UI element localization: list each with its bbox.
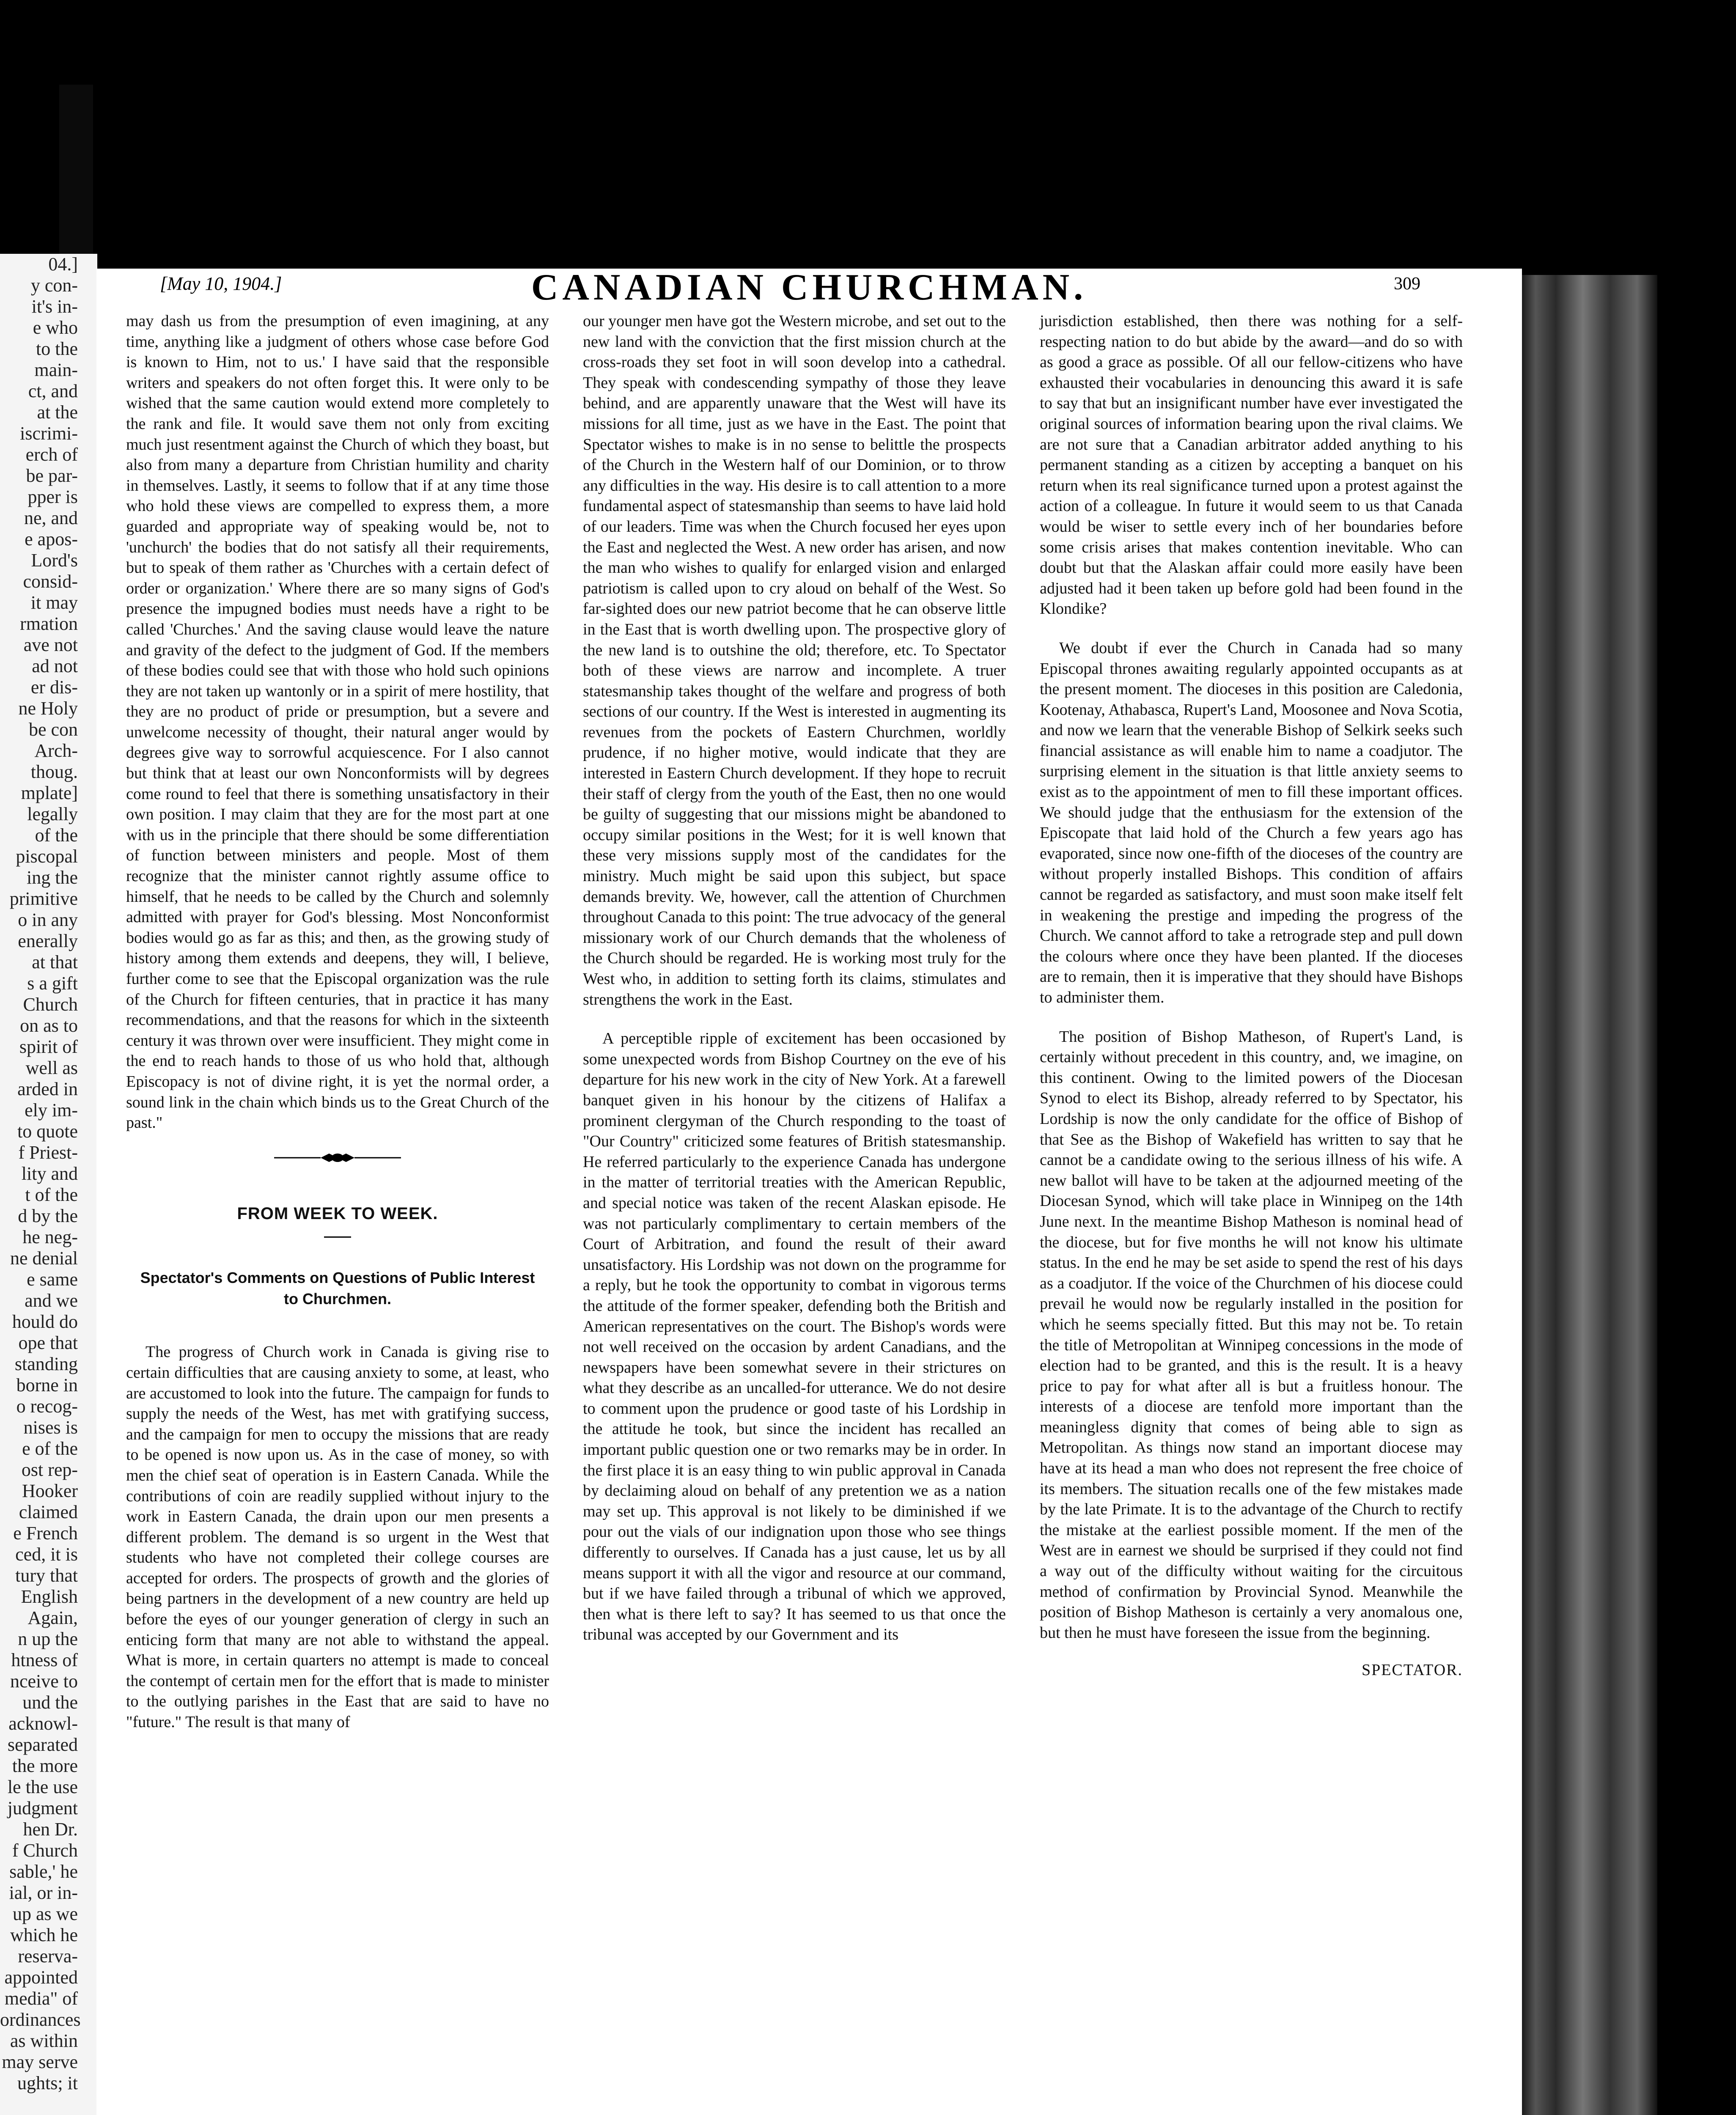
left-page-text-fragment: ial, or in- <box>9 1882 78 1903</box>
column-3 <box>1040 311 1463 2115</box>
left-page-text-fragment: Lord's <box>31 550 78 571</box>
book-page-edges <box>1522 275 1657 2115</box>
left-page-text-fragment: ughts; it <box>17 2073 78 2093</box>
left-page-text-fragment: standing <box>14 1354 78 1374</box>
paragraph: We doubt if ever the Church in Canada had so many Episcopal thrones awaiting regularly appointed occupants as at the present moment. The dioceses in this position are Caledonia, Kootenay, Athabasca, Rupert's Land, Moosonee and Nova Scotia, and now we learn that the venerable Bishop of Selkirk seeks such financial assistance as will enable him to name a coadjutor. The surprising element in the situation is that little anxiety seems to exist as to the appointment of men to fill these important offices. We should judge that the enthusiasm for the extension of the Episcopate that laid hold of the Church a few years ago has evaporated, since now one-fifth of the dioceses of the country are without properly installed Bishops. This condition of affairs cannot be regarded as satisfactory, and must soon make itself felt in weakening the prestige and impeding the progress of the Church. We cannot afford to take a retrograde step and pull down the colours where once they have been planted. If the dioceses are to remain, then it is imperative that they should have Bishops to administer them. <box>1040 639 1463 1006</box>
left-page-text-fragment: 04.] <box>48 254 78 275</box>
left-page-text-fragment: nises is <box>23 1417 78 1438</box>
left-page-text-fragment: acknowl- <box>8 1713 78 1734</box>
paragraph: A perceptible ripple of excitement has been occasioned by some unexpected words from Bishop Courtney on the eve of his departure for his new work in the city of New York. At a farewell banquet given in his honour by the citizens of Halifax a prominent clergyman of the Church responding to the toast of "Our Country" criticized some features of British statesmanship. He referred particularly to the experience Canada has undergone in the matter of territorial treaties with the American Republic, and special notice was taken of the recent Alaskan episode. He was not particularly complimentary to certain members of the Court of Arbitration, and found the result of their award unsatisfactory. His Lordship was not down on the programme for a reply, but he took the opportunity to combat in vigorous terms the attitude of the former speaker, defending both the British and American representatives on the court. The Bishop's words were not well received on the occasion by ardent Canadians, and the newspapers have been somewhat severe in their strictures on what they describe as an uncalled-for utterance. We do not desire to comment upon the prudence or good taste of his Lordship in the attitude he took, but since the incident has recalled an important public question one or two remarks may be in order. In the first place it is an easy thing to win public approval in Canada by declaiming aloud on behalf of any pretention we as a nation may set up. This approval is not likely to be diminished if we pour out the vials of our indignation upon those who see things differently to ourselves. If Canada has a just cause, let us by all means support it with all the vigor and resource at our command, but if we have failed through a tribunal of which we approved, then what is there left to say? It has seemed to us that once the tribunal was accepted by our Government and its <box>583 1030 1006 1644</box>
section-subheading: Spectator's Comments on Questions of Public Interest to Churchmen. <box>140 1269 535 1308</box>
left-page-text-fragment: primitive <box>9 888 78 909</box>
column-1 <box>126 311 549 2115</box>
left-page-text-fragment: Hooker <box>22 1480 78 1501</box>
left-page-text-fragment: as within <box>10 2030 78 2051</box>
left-page-text-fragment: erch of <box>25 444 78 465</box>
left-page-text-fragment: ely im- <box>25 1100 78 1121</box>
left-page-text-fragment: s a gift <box>27 973 78 994</box>
left-page-text-fragment: Church <box>23 994 78 1015</box>
left-page-text-fragment: e French <box>13 1523 78 1544</box>
left-page-text-fragment: ing the <box>27 867 78 888</box>
left-page-text-fragment: of the <box>35 825 78 846</box>
left-page-text-fragment: up as we <box>13 1904 78 1924</box>
left-page-text-fragment: hen Dr. <box>23 1819 78 1840</box>
left-page-text-fragment: sable,' he <box>9 1861 78 1882</box>
left-page-text-fragment: lity and <box>21 1163 78 1184</box>
column-2 <box>583 311 1006 2115</box>
left-page-text-fragment: at that <box>32 952 78 972</box>
left-page-text-fragment: piscopal <box>16 846 78 867</box>
left-page-text-fragment: which he <box>10 1925 78 1945</box>
left-page-text-fragment: e same <box>27 1269 78 1290</box>
left-page-text-fragment: it may <box>30 592 78 613</box>
left-page-text-fragment: htness of <box>11 1650 78 1670</box>
left-page-text-fragment: nceive to <box>10 1671 78 1692</box>
left-page-text-fragment: n up the <box>18 1629 78 1649</box>
left-page-text-fragment: mplate] <box>21 783 78 803</box>
left-page-text-fragment: English <box>21 1586 78 1607</box>
left-page-text-fragment: ad not <box>32 656 78 676</box>
paragraph: The position of Bishop Matheson, of Rupert's Land, is certainly without precedent in this country, and, we imagine, on this continent. Owing to the limited powers of the Diocesan Synod to elect its Bishop, already referred to by Spectator, his Lordship is now the only candidate for the office of Bishop of that See as the Bishop of Wakefield has written to say that he cannot be a candidate owing to the serious illness of his wife. A new ballot will have to be taken at the adjourned meeting of the Diocesan Synod, which will take place in Winnipeg on the 14th June next. In the meantime Bishop Matheson is nominal head of the diocese, but for five months he will not know his ultimate status. In the end he may be set aside to spend the rest of his days as a coadjutor. If the voice of the Churchmen of his diocese could prevail he would now be regularly installed in the position for which he seems specially fitted. But this may not be. To retain the title of Metropolitan at Winnipeg concessions in the mode of election had to be granted, and this is the result. It is a heavy price to pay for what after all is but a fruitless honour. The interests of a diocese are tenfold more important than the meaningless dignity that comes of being able to sign as Metropolitan. As things now stand an important diocese may have at its head a man who does not represent the free choice of its members. The situation recalls one of the few mistakes made by the late Primate. It is to the advantage of the Church to rectify the mistake at the earliest possible moment. If the men of the West are in earnest we should be surprised if they could not find a way out of the difficulty without waiting for the circuitous method of confirmation by Provincial Synod. Meanwhile the position of Bishop Matheson is certainly a very anomalous one, but then he must have foreseen the issue from the beginning. <box>1040 1027 1463 1642</box>
paragraph: our younger men have got the Western microbe, and set out to the new land with the conviction that the first mission church at the cross-roads they set foot in will soon develop into a cathedral. They speak with condescending sympathy of those they leave behind, and are apparently unaware that the West will have its missions for all time, just as we have in the East. The point that Spectator wishes to make is in no sense to belittle the prospects of the Church in the Western half of our Dominion, or to throw any difficulties in the way. His desire is to call attention to a more fundamental aspect of statesmanship than seems to have laid hold of our leaders. Time was when the Church focused her eyes upon the East and neglected the West. A new order has arisen, and now the man who wishes to qualify for enlarged vision and enlarged patriotism is called upon to cry aloud on behalf of the West. So far-sighted does our new patriot become that he can observe little in the East that is worth dwelling upon. The prospective glory of the new land is to outshine the old; therefore, etc. To Spectator both of these views are narrow and incomplete. A truer statesmanship takes thought of the welfare and progress of both sections of our country. If the West is interested in augmenting its revenues from the pockets of Eastern Churchmen, worldly prudence, if no higher motive, would indicate that they are interested in Eastern Church development. If they hope to recruit their staff of clergy from the youth of the East, then no one would be guilty of suggesting that our missions might be abandoned to occupy similar positions in the West; for it is well known that these very missions supply most of the candidates for the ministry. Much might be said upon this subject, but space demands brevity. We, however, call the attention of Churchmen throughout Canada to this point: The true advocacy of the general missionary work of our Church demands that the wholeness of the Church should be regarded. He is working most truly for the West who, in addition to setting forth its claims, stimulates and strengthens the work in the East. <box>583 312 1006 1008</box>
left-page-text-fragment: on as to <box>20 1015 78 1036</box>
left-page-text-fragment: ct, and <box>28 381 78 401</box>
heading-rule <box>324 1236 351 1238</box>
left-page-text-fragment: y con- <box>30 275 78 296</box>
left-page-text-fragment: pper is <box>27 486 78 507</box>
masthead-title: CANADIAN CHURCHMAN. <box>531 267 1088 308</box>
left-page-text-fragment: f Church <box>12 1840 78 1861</box>
left-page-text-fragment: e of the <box>22 1438 78 1459</box>
left-page-text-fragment: o recog- <box>16 1396 78 1417</box>
left-page-text-fragment: spirit of <box>19 1036 78 1057</box>
left-page-text-fragment: und the <box>22 1692 78 1713</box>
left-page-text-fragment: ced, it is <box>15 1544 78 1565</box>
article-continuation: may dash us from the presumption of even imagining, at any time, anything like a judgment of others whose case before God is known to Him, not to us.' I have said that the responsible writers and speakers do not often forget this. It were only to be wished that the same caution would extend more completely to the rank and file. It would save them not only from exciting much just resentment against the Church of which they boast, but also from many a departure from Christian humility and charity in themselves. Lastly, it seems to follow that if at any time those who hold these views are compelled to express them, a more guarded and appropriate way of speaking would be, not to 'unchurch' the bodies that do not satisfy all their requirements, but to speak of them rather as 'Churches with a certain defect of order or organization.' Where there are so many signs of God's presence the impugned bodies must needs have a right to be called 'Churches.' And the saving clause would leave the nature and gravity of the defect to the judgment of God. If the members of these bodies could see that with those who hold such opinions they are not taken up wantonly or in a spirit of mere hostility, that they are no product of pride or presumption, but a severe and unwelcome necessity of thought, their natural anger would by degrees give way to sorrowful acquiescence. For I also cannot but think that at least our own Nonconformists will by degrees come round to feel that there is something unsatisfactory in their own position. I may claim that they are for the most part at one with us in the principle that there should be some differentiation of function between ministers and people. Most of them recognize that the minister cannot rightly assume office to himself, that he needs to be called by the Church and solemnly admitted with prayer for God's blessing. Most Nonconformist bodies would go as far as this; and then, as the growing study of history among them extends and deepens, they will, I believe, further come to see that the Episcopal organization was the rule of the Church for fifteen centuries, that in practice it has many recommendations, and that the reasons for which in the sixteenth century it was thrown over were insufficient. They might come in the end to reach hands to those of us who hold that, although Episcopacy is not of divine right, it is yet the normal order, a sound link in the chain which binds us to the Great Church of the past." <box>126 312 549 1132</box>
left-page-text-fragment: ave not <box>23 634 78 655</box>
section-heading: FROM WEEK TO WEEK. <box>237 1204 438 1223</box>
issue-date: [May 10, 1904.] <box>160 273 282 294</box>
left-page-text-fragment: iscrimi- <box>20 423 78 444</box>
left-page-text-fragment: may serve <box>2 2052 78 2072</box>
left-page-text-fragment: legally <box>27 804 78 824</box>
left-page-text-fragment: rmation <box>20 613 78 634</box>
left-page-text-fragment: e apos- <box>25 529 78 549</box>
left-page-text-fragment: ost rep- <box>21 1459 78 1480</box>
left-page-text-fragment: Again, <box>27 1607 78 1628</box>
author-signature: SPECTATOR. <box>1361 1661 1463 1679</box>
left-page-text-fragment: consid- <box>23 571 78 592</box>
left-page-text-fragment: arded in <box>17 1079 78 1099</box>
left-page-text-fragment: to quote <box>17 1121 78 1142</box>
left-page-text-fragment: he neg- <box>22 1227 78 1247</box>
left-page-text-fragment: and we <box>25 1290 78 1311</box>
left-page-text-fragment: to the <box>36 338 78 359</box>
left-page-text-fragment: tury that <box>15 1565 78 1586</box>
left-page-text-fragment: claimed <box>19 1502 78 1522</box>
left-page-text-fragment: at the <box>37 402 78 423</box>
left-page-text-fragment: be par- <box>26 465 78 486</box>
left-page-text-fragment: media" of <box>4 1988 78 2009</box>
left-page-text-fragment: separated <box>7 1734 78 1755</box>
left-page-text-fragment: ordinances <box>0 2009 81 2030</box>
left-facing-page <box>0 254 97 2115</box>
left-page-text-fragment: enerally <box>18 931 78 951</box>
left-page-text-fragment: d by the <box>18 1206 78 1226</box>
left-page-text-fragment: ne Holy <box>18 698 78 719</box>
left-page-text-fragment: judgment <box>7 1798 78 1818</box>
left-page-text-fragment: be con <box>28 719 78 740</box>
left-page-text-fragment: borne in <box>16 1375 78 1395</box>
left-page-text-fragment: e who <box>33 317 78 338</box>
left-page-text-fragment: ne denial <box>10 1248 78 1269</box>
left-page-text-fragment: hould do <box>12 1311 78 1332</box>
left-page-text-fragment: appointed <box>4 1967 78 1988</box>
left-page-text-fragment: le the use <box>7 1777 78 1797</box>
left-page-text-fragment: the more <box>12 1755 78 1776</box>
left-page-text-fragment: it's in- <box>31 296 78 317</box>
left-page-text-fragment: thoug. <box>30 761 78 782</box>
left-page-text-fragment: t of the <box>25 1184 78 1205</box>
ornament-divider-icon <box>274 1150 401 1165</box>
left-page-text-fragment: o in any <box>18 909 78 930</box>
left-page-text-fragment: reserva- <box>18 1946 78 1967</box>
text-columns <box>126 311 1492 2115</box>
left-page-text-fragment: main- <box>34 360 78 380</box>
left-page-text-fragment: well as <box>25 1058 78 1078</box>
paragraph: jurisdiction established, then there was nothing for a self-respecting nation to do but abide by the award—and do so with as good a grace as possible. Of all our fellow-citizens who have exhausted their vocabularies in denouncing this award it is safe to say that but an insignificant number have ever investigated the original sources of information bearing upon the rival claims. We are not sure that a Canadian arbitrator added anything to his permanent standing as a citizen by accepting a banquet on his return when its real significance turned upon a protest against the action of a colleague. In future it would seem to us that Canada would be wiser to settle every inch of her boundaries before some crisis arises that makes contention inevitable. Who can doubt but that the Alaskan affair could more easily have been adjusted had it been taken up before gold had been found in the Klondike? <box>1040 312 1463 618</box>
left-page-text-fragment: Arch- <box>34 740 78 761</box>
page-number: 309 <box>1394 274 1420 294</box>
left-page-text-fragment: f Priest- <box>18 1142 78 1163</box>
left-page-text-fragment: er dis- <box>30 677 78 698</box>
section-paragraph: The progress of Church work in Canada is giving rise to certain difficulties that are causing anxiety to some, at least, who are accustomed to look into the future. The campaign for funds to supply the needs of the West, has met with gratifying success, and the campaign for men to occupy the missions that are ready to be opened is now upon us. As in the case of money, so with men the chief seat of operation is in Eastern Canada. While the contributions of coin are readily supplied without injury to the work in Eastern Canada, the drain upon our men presents a different problem. The demand is so urgent in the West that students who have not completed their college courses are accepted for orders. The prospects of growth and the glories of being partners in the development of a new country are held up before the eyes of our younger generation of clergy in such an enticing form that many are not able to withstand the appeal. What is more, in certain quarters no attempt is made to conceal the contempt of certain men for the effort that is made to minister to the outlying parishes in the East that are said to have no "future." The result is that many of <box>126 1343 549 1731</box>
left-page-text-fragment: ope that <box>18 1332 78 1353</box>
newspaper-page <box>96 269 1522 2115</box>
left-page-text-fragment: ne, and <box>24 508 78 528</box>
